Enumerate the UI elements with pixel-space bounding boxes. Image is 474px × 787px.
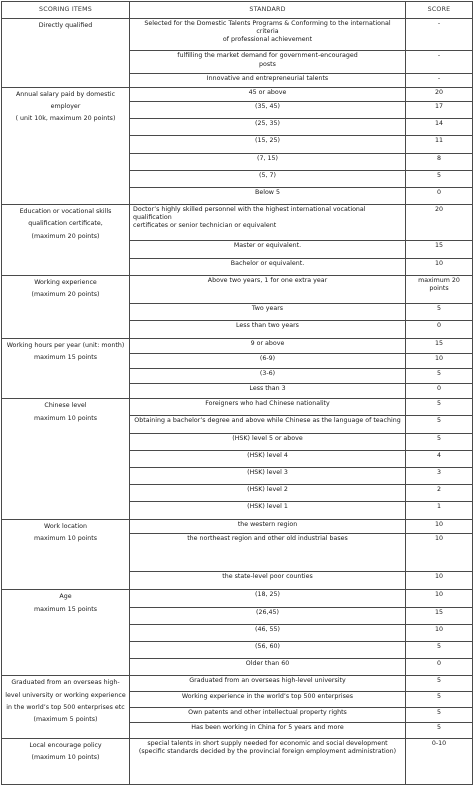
- standard-cell: Selected for the Domestic Talents Programs & Conforming to the international criteria of professional achievement: [130, 19, 406, 51]
- standard-cell: (18, 25): [130, 590, 406, 607]
- score-cell: 5: [406, 304, 473, 321]
- standard-cell: Master or equivalent.: [130, 241, 406, 258]
- score-cell: 5: [406, 676, 473, 692]
- score-cell: 10: [406, 519, 473, 533]
- score-cell: 10: [406, 624, 473, 641]
- standard-cell: (HSK) level 3: [130, 468, 406, 485]
- standard-cell: (HSK) level 2: [130, 485, 406, 502]
- scoring-item-cell: Chinese level maximum 10 points: [2, 399, 130, 519]
- score-cell: 5: [406, 722, 473, 738]
- score-cell: 2: [406, 485, 473, 502]
- standard-cell: (15, 25): [130, 136, 406, 153]
- standard-cell: (HSK) level 5 or above: [130, 433, 406, 450]
- scoring-item-cell: Graduated from an overseas high- level university or working experience in the world’s top 500 enterprises etc (maximum 5 points): [2, 676, 130, 739]
- score-cell: 5: [406, 707, 473, 722]
- standard-cell: (46, 55): [130, 624, 406, 641]
- standard-cell: (HSK) level 1: [130, 502, 406, 519]
- score-cell: 3: [406, 468, 473, 485]
- standard-cell: Innovative and entrepreneurial talents: [130, 73, 406, 87]
- header-scoring-items: SCORING ITEMS: [2, 2, 130, 19]
- score-cell: 14: [406, 119, 473, 136]
- scoring-item-cell: Education or vocational skills qualification certificate, (maximum 20 points): [2, 205, 130, 276]
- standard-cell: (3-6): [130, 368, 406, 383]
- score-cell: 20: [406, 205, 473, 241]
- standard-cell: Below 5: [130, 187, 406, 204]
- scoring-item-cell: Directly qualified: [2, 19, 130, 88]
- score-cell: 0: [406, 659, 473, 676]
- standard-cell: (35, 45): [130, 101, 406, 118]
- score-cell: 0: [406, 384, 473, 399]
- table-row: [2, 676, 473, 692]
- standard-cell: (56, 60): [130, 641, 406, 658]
- standard-cell: Less than two years: [130, 321, 406, 338]
- score-cell: 5: [406, 170, 473, 187]
- table-row: [2, 519, 473, 533]
- score-cell: 10: [406, 353, 473, 368]
- score-cell: 5: [406, 399, 473, 416]
- standard-cell: the state-level poor counties: [130, 572, 406, 590]
- table-row: [2, 19, 473, 51]
- standard-cell: Foreigners who had Chinese nationality: [130, 399, 406, 416]
- score-cell: 5: [406, 416, 473, 433]
- table-row: [2, 338, 473, 353]
- score-cell: 15: [406, 338, 473, 353]
- standard-cell: Has been working in China for 5 years and more: [130, 722, 406, 738]
- header-standard: STANDARD: [130, 2, 406, 19]
- score-cell: 15: [406, 607, 473, 624]
- table-row: [2, 590, 473, 607]
- score-cell: 0: [406, 187, 473, 204]
- standard-cell: special talents in short supply needed for economic and social development (specific standards decided by the provincial foreign employment administration): [130, 739, 406, 785]
- score-cell: 10: [406, 533, 473, 571]
- standard-cell: (5, 7): [130, 170, 406, 187]
- score-cell: -: [406, 19, 473, 51]
- standard-cell: (26,45): [130, 607, 406, 624]
- table-row: [2, 275, 473, 303]
- table-row: [2, 399, 473, 416]
- table-row: [2, 739, 473, 785]
- standard-cell: Doctor’s highly skilled personnel with the highest international vocational qualification certificates or senior technician or equivalent: [130, 205, 406, 241]
- score-cell: 5: [406, 692, 473, 707]
- score-cell: 17: [406, 101, 473, 118]
- score-cell: 5: [406, 433, 473, 450]
- scoring-item-cell: Work location maximum 10 points: [2, 519, 130, 590]
- standard-cell: Two years: [130, 304, 406, 321]
- standard-cell: the western region: [130, 519, 406, 533]
- table-body: [2, 19, 473, 785]
- score-cell: 5: [406, 368, 473, 383]
- score-cell: 4: [406, 450, 473, 467]
- standard-cell: (7, 15): [130, 153, 406, 170]
- standard-cell: fulfilling the market demand for government-encouraged posts: [130, 51, 406, 73]
- table-row: [2, 205, 473, 241]
- score-cell: -: [406, 73, 473, 87]
- score-cell: 8: [406, 153, 473, 170]
- score-cell: -: [406, 51, 473, 73]
- standard-cell: Own patents and other intellectual property rights: [130, 707, 406, 722]
- table-header-row: [2, 2, 473, 19]
- scoring-item-cell: Working experience (maximum 20 points): [2, 275, 130, 338]
- scoring-item-cell: Local encourage policy (maximum 10 points): [2, 739, 130, 785]
- standard-cell: the northeast region and other old industrial bases: [130, 533, 406, 571]
- score-cell: 10: [406, 258, 473, 275]
- standard-cell: Above two years, 1 for one extra year: [130, 275, 406, 303]
- standard-cell: Obtaining a bachelor’s degree and above while Chinese as the language of teaching: [130, 416, 406, 433]
- score-cell: 20: [406, 87, 473, 101]
- score-cell: 10: [406, 590, 473, 607]
- score-cell: 10: [406, 572, 473, 590]
- score-cell: 15: [406, 241, 473, 258]
- standard-cell: Bachelor or equivalent.: [130, 258, 406, 275]
- header-score: SCORE: [406, 2, 473, 19]
- scoring-table: [1, 1, 473, 785]
- score-cell: maximum 20 points: [406, 275, 473, 303]
- standard-cell: Graduated from an overseas high-level university: [130, 676, 406, 692]
- standard-cell: (6-9): [130, 353, 406, 368]
- standard-cell: 45 or above: [130, 87, 406, 101]
- standard-cell: Older than 60: [130, 659, 406, 676]
- scoring-item-cell: Annual salary paid by domestic employer ( unit 10k, maximum 20 points): [2, 87, 130, 204]
- scoring-item-cell: Working hours per year (unit: month) maximum 15 points: [2, 338, 130, 399]
- table-row: [2, 87, 473, 101]
- standard-cell: Working experience in the world’s top 500 enterprises: [130, 692, 406, 707]
- scoring-item-cell: Age maximum 15 points: [2, 590, 130, 676]
- standard-cell: 9 or above: [130, 338, 406, 353]
- score-cell: 0-10: [406, 739, 473, 785]
- score-cell: 0: [406, 321, 473, 338]
- standard-cell: (HSK) level 4: [130, 450, 406, 467]
- score-cell: 1: [406, 502, 473, 519]
- score-cell: 11: [406, 136, 473, 153]
- standard-cell: (25, 35): [130, 119, 406, 136]
- score-cell: 5: [406, 641, 473, 658]
- standard-cell: Less than 3: [130, 384, 406, 399]
